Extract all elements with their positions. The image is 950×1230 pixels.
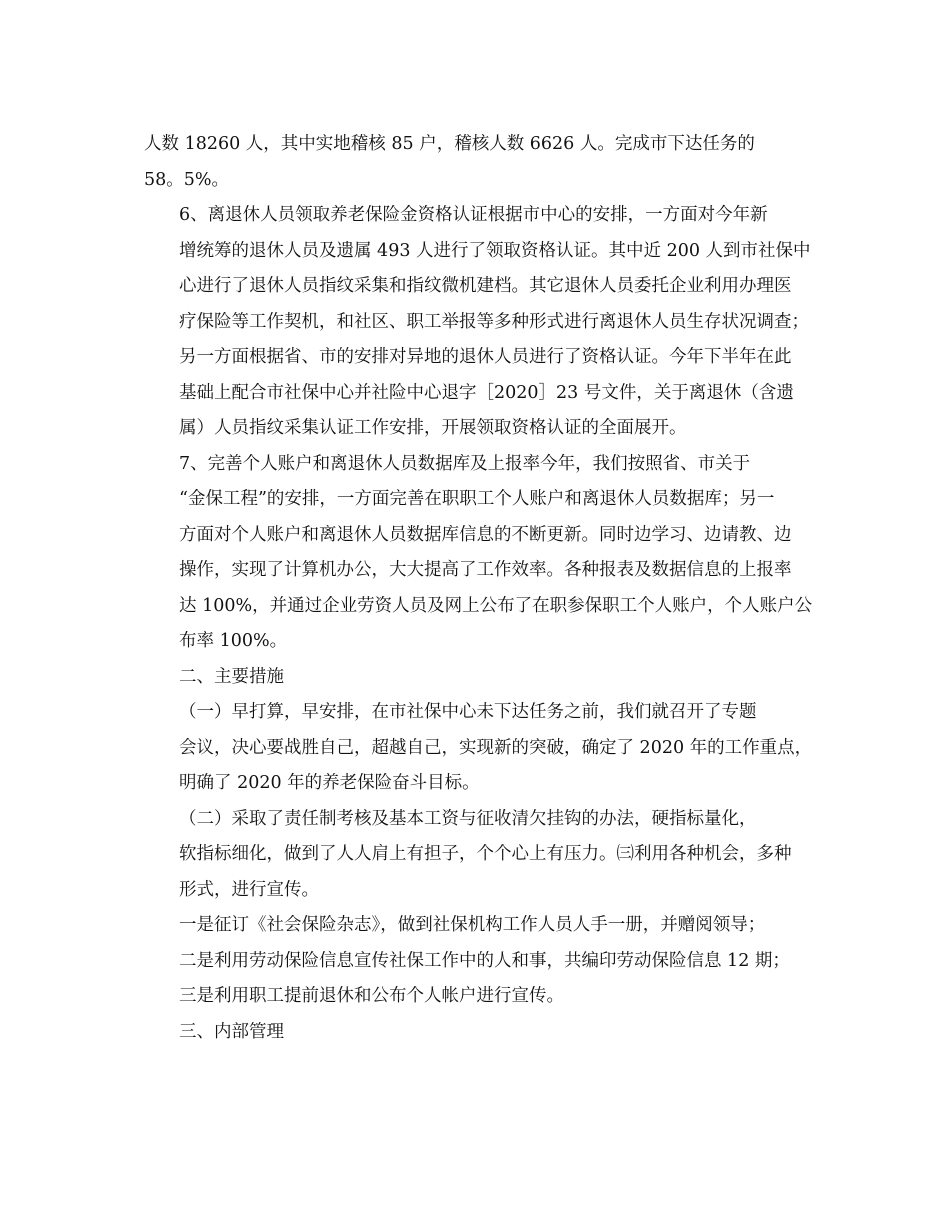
text-line: 增统筹的退休人员及遗属 493 人进行了领取资格认证。其中近 200 人到市社保中 — [179, 240, 811, 261]
text-line: 疗保险等工作契机，和社区、职工举报等多种形式进行离退休人员生存状况调查； — [179, 311, 809, 332]
text-line: 一是征订《社会保险杂志》，做到社保机构工作人员人手一册，并赠阅领导； — [179, 915, 766, 935]
text-line: 另一方面根据省、市的安排对异地的退休人员进行了资格认证。今年下半年在此 — [179, 347, 792, 367]
text-line: 三是利用职工提前退休和公布个人帐户进行宣传。 — [179, 986, 564, 1006]
paragraph — [144, 1015, 824, 1051]
paragraph — [144, 660, 824, 696]
document-body — [144, 127, 824, 1050]
text-line: 心进行了退休人员指纹采集和指纹微机建档。其它退休人员委托企业利用办理医 — [179, 276, 792, 296]
text-line: 属）人员指纹采集认证工作安排，开展领取资格认证的全面展开。 — [179, 418, 687, 438]
paragraph — [144, 695, 824, 802]
text-line: 6、离退休人员领取养老保险金资格认证根据市中心的安排，一方面对今年新 — [179, 205, 768, 225]
text-line: 人数 18260 人，其中实地稽核 85 户，稽核人数 6626 人。完成市下达任务的 — [144, 134, 755, 154]
text-line: 布率 100%。 — [179, 631, 288, 651]
text-line: 会议，决心要战胜自己，超越自己，实现新的突破，确定了 2020 年的工作重点， — [179, 737, 813, 758]
text-line: 形式，进行宣传。 — [179, 879, 319, 900]
text-line: 方面对个人账户和离退休人员数据库信息的不断更新。同时边学习、边请教、边 — [179, 524, 792, 545]
paragraph — [144, 979, 824, 1015]
text-line: （二）采取了责任制考核及基本工资与征收清欠挂钩的办法，硬指标量化， — [179, 808, 757, 829]
paragraph — [144, 447, 824, 660]
paragraph — [144, 802, 824, 909]
text-line: 二是利用劳动保险信息宣传社保工作中的人和事，共编印劳动保险信息 12 期； — [179, 950, 790, 971]
text-line: 三、内部管理 — [179, 1021, 284, 1042]
paragraph — [144, 944, 824, 980]
text-line: 明确了 2020 年的养老保险奋斗目标。 — [179, 773, 480, 793]
text-line: 基础上配合市社保中心并社险中心退字［2020］23 号文件，关于离退休（含遗 — [179, 382, 794, 403]
text-line: 二、主要措施 — [179, 666, 284, 687]
paragraph — [144, 198, 824, 447]
text-line: 操作，实现了计算机办公，大大提高了工作效率。各种报表及数据信息的上报率 — [179, 560, 792, 580]
paragraph — [144, 908, 824, 944]
text-line: （一）早打算，早安排，在市社保中心未下达任务之前，我们就召开了专题 — [179, 702, 757, 722]
text-line: 软指标细化，做到了人人肩上有担子，个个心上有压力。㈢利用各种机会，多种 — [179, 844, 792, 864]
text-line: 达 100%，并通过企业劳资人员及网上公布了在职参保职工个人账户，个人账户公 — [179, 595, 813, 616]
paragraph — [144, 127, 824, 198]
text-line: 7、完善个人账户和离退休人员数据库及上报率今年，我们按照省、市关于 — [179, 453, 751, 474]
text-line: 58。5%。 — [144, 169, 230, 190]
text-line: “金保工程”的安排，一方面完善在职职工个人账户和离退休人员数据库；另一 — [179, 489, 775, 509]
